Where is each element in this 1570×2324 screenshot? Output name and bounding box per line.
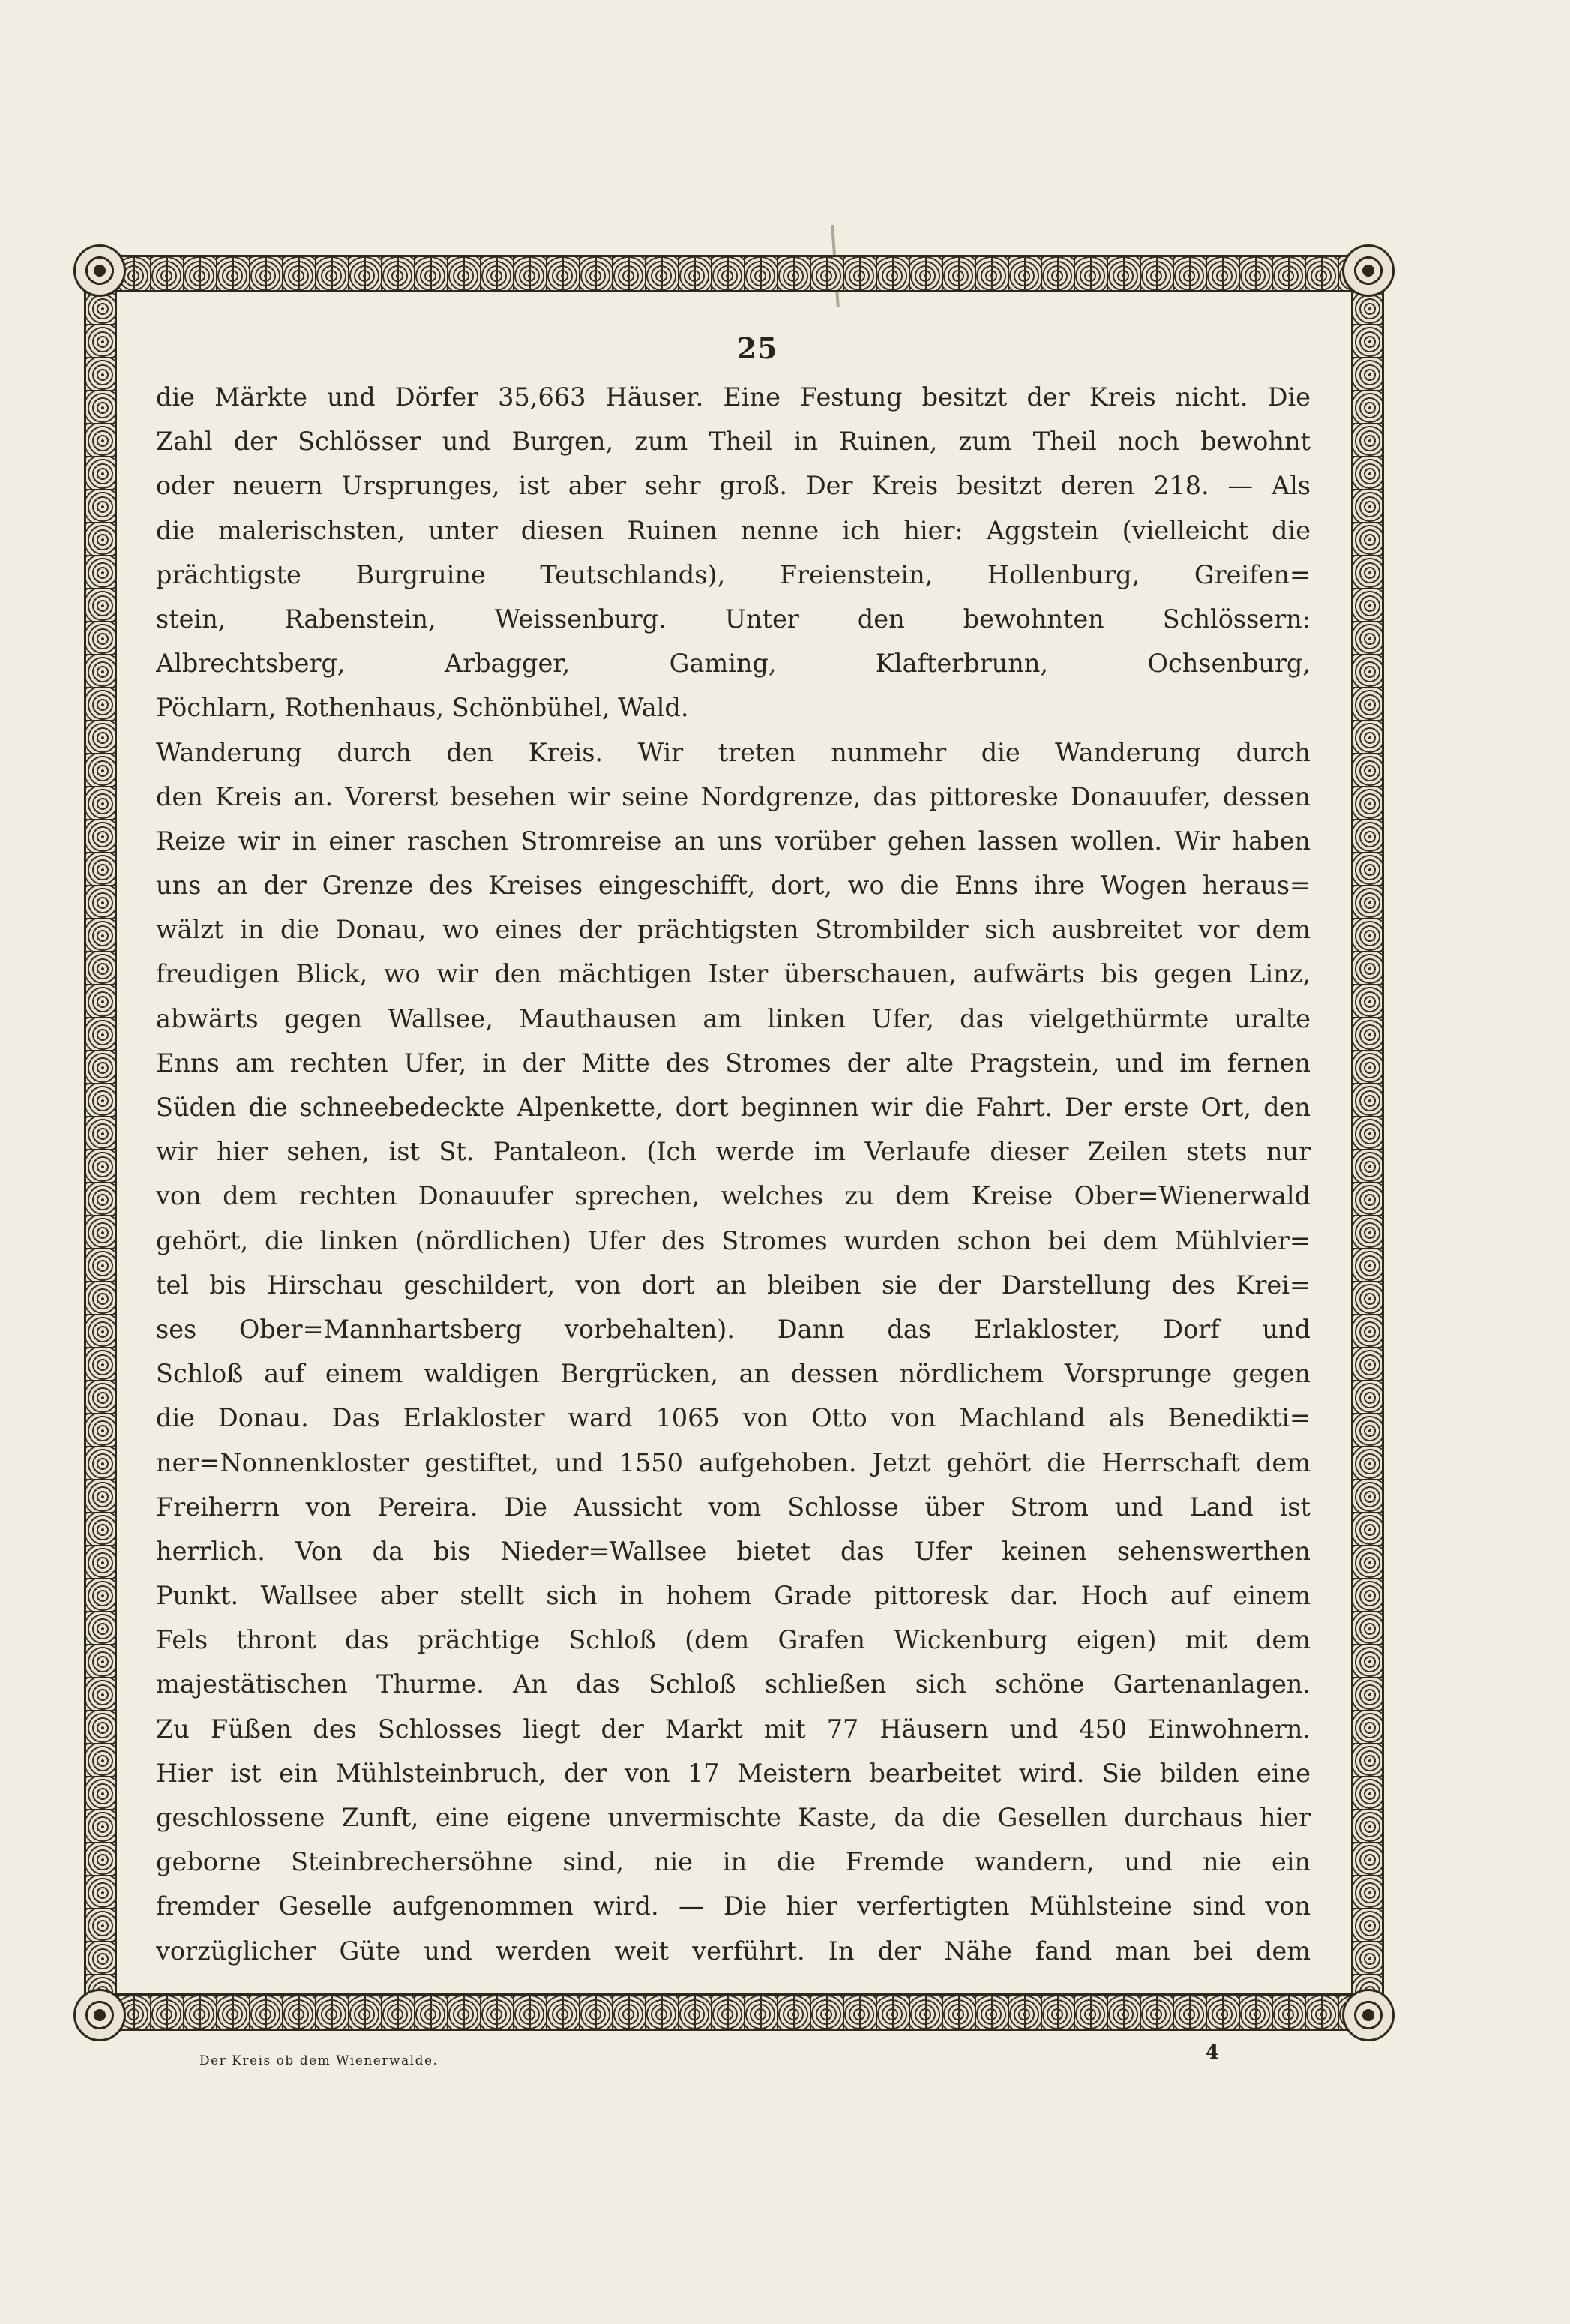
text-line: den Kreis an. Vorerst besehen wir seine Nordgrenze, das pittoreske Donauufer, dessen: [156, 781, 1311, 811]
text-line: geborne Steinbrechersöhne sind, nie in die Fremde wandern, und nie ein: [156, 1847, 1311, 1877]
text-line: fremder Geselle aufgenommen wird. — Die hier verfertigten Mühlsteine sind von: [156, 1891, 1311, 1921]
text-line: Reize wir in einer raschen Stromreise an uns vorüber gehen lassen wollen. Wir haben: [156, 826, 1311, 856]
text-line: wir hier sehen, ist St. Pantaleon. (Ich werde im Verlaufe dieser Zeilen stets nur: [156, 1137, 1311, 1167]
text-line: freudigen Blick, wo wir den mächtigen Ister überschauen, aufwärts bis gegen Linz,: [156, 959, 1311, 989]
text-line: abwärts gegen Wallsee, Mauthausen am linken Ufer, das vielgethürmte uralte: [156, 1003, 1311, 1033]
frame-border-right: [1351, 292, 1384, 1993]
text-line: Wanderung durch den Kreis. Wir treten nunmehr die Wanderung durch: [156, 737, 1311, 767]
frame-corner-ornament: [73, 244, 126, 297]
text-line: majestätischen Thurme. An das Schloß schließen sich schöne Gartenanlagen.: [156, 1669, 1311, 1699]
text-line: geschlossene Zunft, eine eigene unvermischte Kaste, da die Gesellen durchaus hier: [156, 1803, 1311, 1832]
frame-border-top: [84, 255, 1384, 292]
text-line: die Märkte und Dörfer 35,663 Häuser. Eine Festung besitzt der Kreis nicht. Die: [156, 382, 1311, 412]
text-line: die Donau. Das Erlakloster ward 1065 von Otto von Machland als Benedikti=: [156, 1403, 1311, 1433]
text-line: von dem rechten Donauufer sprechen, welches zu dem Kreise Ober=Wienerwald: [156, 1181, 1311, 1211]
text-line: Schloß auf einem waldigen Bergrücken, an dessen nördlichem Vorsprunge gegen: [156, 1359, 1311, 1389]
text-line: Hier ist ein Mühlsteinbruch, der von 17 Meistern bearbeitet wird. Sie bilden eine: [156, 1758, 1311, 1788]
text-line: Zu Füßen des Schlosses liegt der Markt mit 77 Häusern und 450 Einwohnern.: [156, 1714, 1311, 1744]
text-line: Albrechtsberg, Arbagger, Gaming, Klafterbrunn, Ochsenburg,: [156, 649, 1311, 679]
text-line: vorzüglicher Güte und werden weit verführt. In der Nähe fand man bei dem: [156, 1936, 1311, 1966]
frame-border-bottom: [84, 1993, 1384, 2031]
text-line: Fels thront das prächtige Schloß (dem Grafen Wickenburg eigen) mit dem: [156, 1625, 1311, 1655]
frame-corner-ornament: [1342, 1989, 1395, 2041]
text-line: Punkt. Wallsee aber stellt sich in hohem Grade pittoresk dar. Hoch auf einem: [156, 1581, 1311, 1611]
frame-corner-ornament: [73, 1989, 126, 2041]
frame-border-left: [84, 292, 117, 1993]
text-line: wälzt in die Donau, wo eines der prächtigsten Strombilder sich ausbreitet vor dem: [156, 915, 1311, 945]
footer-title: Der Kreis ob dem Wienerwalde.: [199, 2053, 439, 2068]
text-line: Süden die schneebedeckte Alpenkette, dort beginnen wir die Fahrt. Der erste Ort, den: [156, 1093, 1311, 1122]
body-text: [156, 375, 1311, 1973]
text-line: die malerischsten, unter diesen Ruinen nenne ich hier: Aggstein (vielleicht die: [156, 515, 1311, 545]
text-line: ses Ober=Mannhartsberg vorbehalten). Dann das Erlakloster, Dorf und: [156, 1314, 1311, 1344]
text-line: herrlich. Von da bis Nieder=Wallsee bietet das Ufer keinen sehenswerthen: [156, 1536, 1311, 1566]
text-line: stein, Rabenstein, Weissenburg. Unter den bewohnten Schlössern:: [156, 604, 1311, 634]
text-line: tel bis Hirschau geschildert, von dort an bleiben sie der Darstellung des Krei=: [156, 1270, 1311, 1300]
text-line: ner=Nonnenkloster gestiftet, und 1550 aufgehoben. Jetzt gehört die Herrschaft dem: [156, 1447, 1311, 1477]
frame-corner-ornament: [1342, 244, 1395, 297]
signature-mark: 4: [1206, 2041, 1220, 2064]
text-line: prächtigste Burgruine Teutschlands), Freienstein, Hollenburg, Greifen=: [156, 559, 1311, 589]
text-line: Enns am rechten Ufer, in der Mitte des Stromes der alte Pragstein, und im fernen: [156, 1048, 1311, 1078]
text-line: gehört, die linken (nördlichen) Ufer des Stromes wurden schon bei dem Mühlvier=: [156, 1225, 1311, 1255]
page-number: 25: [736, 331, 778, 365]
text-line: oder neuern Ursprunges, ist aber sehr groß. Der Kreis besitzt deren 218. — Als: [156, 471, 1311, 501]
text-line: Freiherrn von Pereira. Die Aussicht vom Schlosse über Strom und Land ist: [156, 1492, 1311, 1522]
text-line: Zahl der Schlösser und Burgen, zum Theil in Ruinen, zum Theil noch bewohnt: [156, 427, 1311, 457]
text-line: Pöchlarn, Rothenhaus, Schönbühel, Wald.: [156, 693, 689, 723]
text-line: uns an der Grenze des Kreises eingeschifft, dort, wo die Enns ihre Wogen heraus=: [156, 871, 1311, 901]
